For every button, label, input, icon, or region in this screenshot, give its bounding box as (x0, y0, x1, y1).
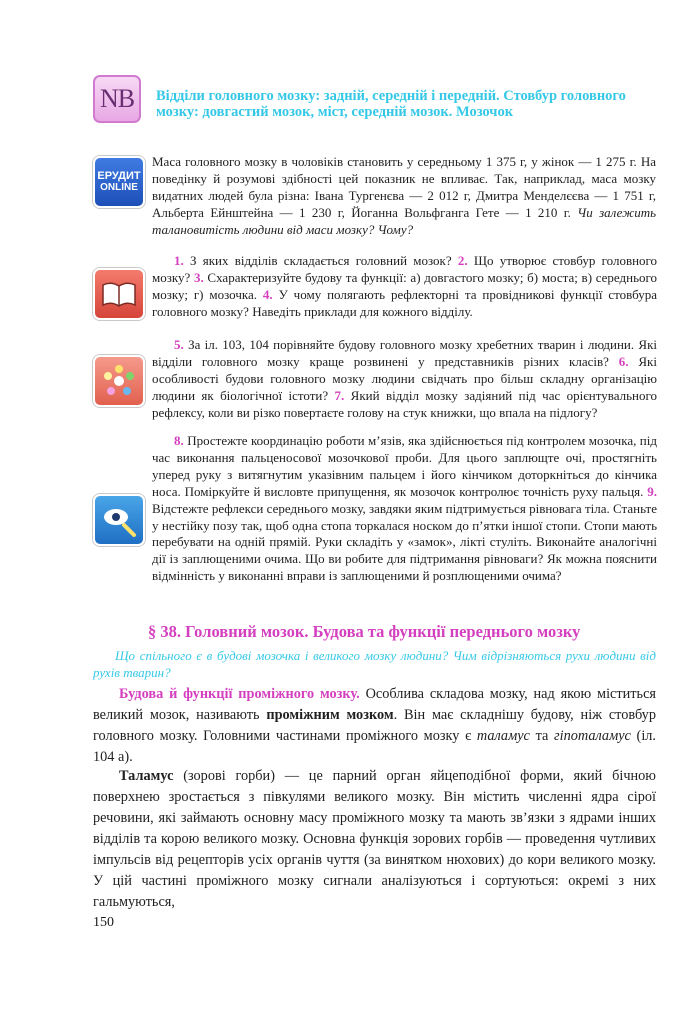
question-text: У чому полягають рефлекторні та провідникові функції стовбура головного мозку? Наведіть приклади для кожного відділу. (152, 286, 658, 319)
question-number: 5. (174, 337, 184, 352)
observation-icon (93, 494, 145, 546)
body-text: (зорові горби) — це парний орган яйцеподібної форми, який бічною поверхнею зростається з півкулями великого мозку. Він містить численні ядра сірої речовини, які займають основну масу проміжного мозку та мають зв’язки з ядрами інших відділів та корою великого мозку. Основна функція зорових горбів — проведення чутливих імпульсів від рецепторів усіх органів чуття (за винятком нюхових) до кори великого мозку. У цій частині проміжного мозку сигнали аналізуються і сортуються: окремі з них гальмуються, (93, 768, 656, 910)
question-number: 6. (618, 353, 629, 369)
term-italic: таламус (476, 728, 530, 744)
question-text: Схарактеризуйте будову та функції: а) довгастого мозку; б) моста; в) середнього мозку; г) мозочка. (152, 269, 658, 302)
question-number: 7. (334, 387, 345, 403)
erudit-icon-line2: ONLINE (100, 182, 138, 193)
erudit-text: Маса головного мозку в чоловіків становить у середньому 1 375 г, у жінок — 1 275 г. На поведінку й розумові здібності цей показник не впливає. Так, наприклад, маса мозку видатних людей була різна: Івана Тургенєва — 2 012 г, Дмитра Менделєєва — 1 751 г, Альберта Ейнштейна — 1 230 г, Йоганна Вольфганга Гете — 1 210 г. (152, 154, 656, 220)
question-number: 3. (193, 269, 204, 285)
body-text: (іл. 104 а). (93, 728, 656, 765)
questions-practice (152, 433, 657, 585)
term-italic: гіпоталамус (554, 728, 631, 744)
question-text: З яких відділів складається головний мозок? (190, 253, 452, 268)
book-icon (93, 268, 145, 320)
section-title: § 38. Головний мозок. Будова та функції переднього мозку (148, 622, 581, 641)
subsection-heading: Будова й функції проміжного мозку. (119, 686, 360, 702)
term-bold: Таламус (119, 768, 174, 784)
question-text: Відстежте рефлекси середнього мозку, завдяки яким підтримується рівновага тіла. Станьте у нестійку позу так, щоб одна стопа торкалася носком до п’ятки іншої стопи. Стопи мають перебувати на одній прямій. Руки складіть у «замок», лікті стуліть. Виконайте аналогічні дії із заплющеними очима. Що ви робите для підтримання рівноваги? Як можна пояснити відмінність у виконанні вправи із заплющеними й розплющеними очима? (152, 500, 657, 584)
question-number: 1. (174, 253, 184, 268)
question-text: Що утворює стовбур головного мозку? (152, 253, 658, 285)
body-text: та (529, 728, 555, 744)
question-number: 9. (647, 483, 658, 499)
erudit-paragraph (152, 154, 656, 239)
questions-compare (152, 337, 657, 422)
question-text: Простежте координацію роботи м’язів, яка здійснюється під контролем мозочка, під час виконання пальценосової мозочкової проби. Для цього заплющте очі, простягніть уперед руку з витягнутим указівним пальцем і його кінчиком доторкніться до кінчика носа. Поміркуйте й висловте припущення, як мозочок контролює точність руху пальця. (152, 433, 657, 499)
question-number: 2. (457, 253, 468, 268)
erudit-question: Чи залежить талановитість людини від маси мозку? Чому? (152, 204, 657, 237)
body-text: Особлива складова мозку, над якою міститься великий мозок, називають (93, 686, 656, 723)
group-discussion-icon (93, 355, 145, 407)
page-number: 150 (93, 915, 114, 930)
section-intro-question: Що спільного є в будові мозочка і великого мозку людини? Чим відрізняються рухи людини від рухів тварин? (93, 648, 656, 680)
question-number: 8. (174, 433, 184, 448)
question-text: Який відділ мозку задіяний під час орієнтувального рефлексу, коли ви різко повертаєте голову на стук книжки, що впала на підлогу? (152, 387, 658, 420)
question-text: За іл. 103, 104 порівняйте будову головного мозку хребетних тварин і людини. Які відділи головного мозку краще розвинені у представників різних класів? (152, 337, 658, 369)
erudit-icon-line1: ЕРУДИТ (97, 170, 141, 182)
nb-title: Відділи головного мозку: задній, середній і передній. Стовбур головного мозку: довгастий мозок, міст, середній мозок. Мозочок (156, 88, 626, 120)
body-text: . Він має складнішу будову, ніж стовбур головного мозку. Головними частинами проміжного мозку є (93, 707, 656, 744)
erudit-online-icon (93, 156, 145, 208)
question-text: Які особливості будови головного мозку людини свідчать про більш складну організацію людини як біологічної істоти? (152, 353, 657, 403)
question-number: 4. (262, 286, 273, 302)
questions-recall (152, 253, 657, 321)
term-bold: проміжним мозком (266, 707, 394, 723)
nb-badge-icon: NB (93, 75, 141, 123)
body-paragraph-1 (93, 684, 656, 768)
body-paragraph-2 (93, 766, 656, 913)
